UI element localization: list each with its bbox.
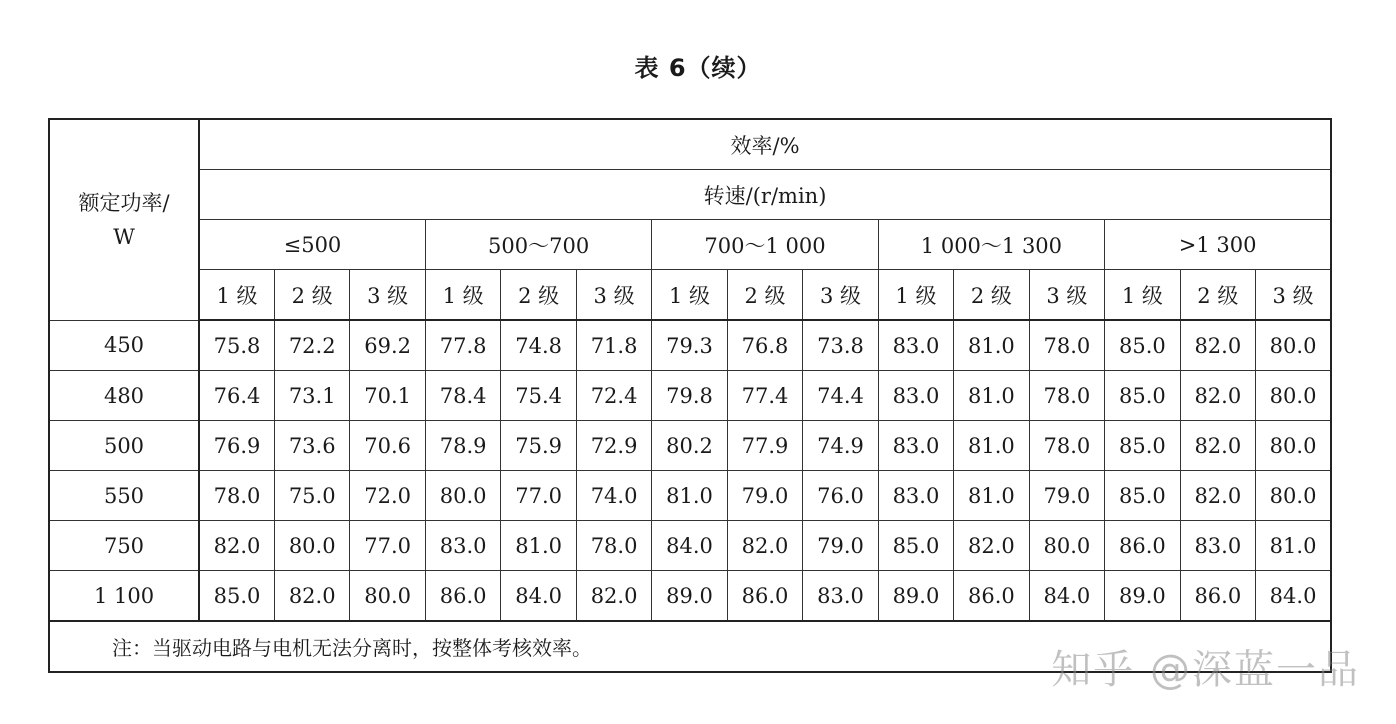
efficiency-cell: 81.0 [954, 320, 1029, 371]
grade-header: 3 级 [1256, 270, 1331, 321]
efficiency-cell: 74.4 [803, 371, 878, 421]
grade-header: 2 级 [727, 270, 802, 321]
watermark: 知乎 @深蓝一品 [1051, 647, 1360, 693]
table-note: 注：当驱动电路与电机无法分离时，按整体考核效率。 [49, 621, 1331, 672]
efficiency-cell: 81.0 [501, 521, 576, 571]
grade-header: 3 级 [1029, 270, 1104, 321]
efficiency-table [48, 118, 1332, 673]
rated-power-cell: 550 [49, 471, 199, 521]
grade-header: 3 级 [803, 270, 878, 321]
efficiency-cell: 72.0 [350, 471, 425, 521]
efficiency-cell: 82.0 [1180, 371, 1255, 421]
efficiency-cell: 86.0 [1180, 571, 1255, 622]
grade-header: 3 级 [350, 270, 425, 321]
table-caption: 表 6（续） [634, 54, 762, 82]
efficiency-cell: 89.0 [878, 571, 953, 622]
efficiency-cell: 89.0 [652, 571, 727, 622]
efficiency-cell: 80.0 [425, 471, 500, 521]
efficiency-cell: 85.0 [1105, 320, 1180, 371]
efficiency-cell: 82.0 [274, 571, 349, 622]
efficiency-cell: 78.0 [576, 521, 651, 571]
efficiency-cell: 82.0 [1180, 471, 1255, 521]
speed-range-header: 700～1 000 [652, 220, 878, 270]
efficiency-cell: 77.0 [501, 471, 576, 521]
efficiency-cell: 83.0 [878, 471, 953, 521]
efficiency-cell: 72.4 [576, 371, 651, 421]
speed-range-header: ≤500 [199, 220, 425, 270]
rated-power-cell: 500 [49, 421, 199, 471]
efficiency-cell: 78.0 [199, 471, 274, 521]
efficiency-cell: 77.4 [727, 371, 802, 421]
efficiency-cell: 83.0 [803, 571, 878, 622]
efficiency-cell: 72.9 [576, 421, 651, 471]
efficiency-cell: 80.0 [1256, 421, 1331, 471]
efficiency-cell: 84.0 [501, 571, 576, 622]
efficiency-cell: 72.2 [274, 320, 349, 371]
efficiency-cell: 77.9 [727, 421, 802, 471]
table-row [49, 471, 1331, 521]
efficiency-cell: 85.0 [199, 571, 274, 622]
efficiency-cell: 84.0 [1029, 571, 1104, 622]
efficiency-cell: 78.9 [425, 421, 500, 471]
efficiency-cell: 75.0 [274, 471, 349, 521]
efficiency-cell: 84.0 [1256, 571, 1331, 622]
speed-range-header: >1 300 [1105, 220, 1331, 270]
speed-header: 转速/(r/min) [199, 170, 1331, 220]
efficiency-cell: 85.0 [1105, 371, 1180, 421]
efficiency-cell: 84.0 [652, 521, 727, 571]
efficiency-cell: 80.0 [1256, 320, 1331, 371]
grade-header: 3 级 [576, 270, 651, 321]
grade-header: 2 级 [501, 270, 576, 321]
efficiency-cell: 85.0 [878, 521, 953, 571]
efficiency-cell: 76.4 [199, 371, 274, 421]
efficiency-cell: 76.0 [803, 471, 878, 521]
efficiency-cell: 83.0 [878, 320, 953, 371]
grade-header: 1 级 [1105, 270, 1180, 321]
efficiency-cell: 71.8 [576, 320, 651, 371]
efficiency-cell: 82.0 [576, 571, 651, 622]
efficiency-cell: 82.0 [954, 521, 1029, 571]
grade-header: 1 级 [878, 270, 953, 321]
efficiency-cell: 78.4 [425, 371, 500, 421]
efficiency-cell: 81.0 [954, 421, 1029, 471]
grade-header: 1 级 [199, 270, 274, 321]
efficiency-cell: 82.0 [1180, 421, 1255, 471]
rated-power-header [49, 119, 199, 320]
rated-power-unit: W [113, 224, 135, 249]
efficiency-cell: 80.0 [1029, 521, 1104, 571]
table-row [49, 371, 1331, 421]
efficiency-cell: 78.0 [1029, 421, 1104, 471]
efficiency-cell: 85.0 [1105, 471, 1180, 521]
speed-range-header: 500～700 [425, 220, 651, 270]
grade-header: 1 级 [425, 270, 500, 321]
efficiency-cell: 70.1 [350, 371, 425, 421]
speed-range-header: 1 000～1 300 [878, 220, 1104, 270]
efficiency-cell: 81.0 [652, 471, 727, 521]
efficiency-cell: 89.0 [1105, 571, 1180, 622]
rated-power-cell: 450 [49, 320, 199, 371]
efficiency-cell: 74.0 [576, 471, 651, 521]
efficiency-cell: 81.0 [954, 371, 1029, 421]
table-row [49, 521, 1331, 571]
efficiency-cell: 86.0 [727, 571, 802, 622]
grade-header: 2 级 [274, 270, 349, 321]
efficiency-cell: 76.9 [199, 421, 274, 471]
efficiency-cell: 79.0 [803, 521, 878, 571]
rated-power-cell: 750 [49, 521, 199, 571]
efficiency-cell: 75.4 [501, 371, 576, 421]
efficiency-cell: 86.0 [425, 571, 500, 622]
efficiency-cell: 85.0 [1105, 421, 1180, 471]
efficiency-cell: 79.8 [652, 371, 727, 421]
efficiency-cell: 73.1 [274, 371, 349, 421]
efficiency-cell: 74.8 [501, 320, 576, 371]
efficiency-cell: 80.0 [1256, 371, 1331, 421]
efficiency-header: 效率/% [199, 119, 1331, 170]
efficiency-cell: 82.0 [727, 521, 802, 571]
efficiency-cell: 77.8 [425, 320, 500, 371]
efficiency-cell: 74.9 [803, 421, 878, 471]
efficiency-cell: 80.0 [274, 521, 349, 571]
efficiency-cell: 81.0 [954, 471, 1029, 521]
efficiency-cell: 79.3 [652, 320, 727, 371]
table-row [49, 421, 1331, 471]
efficiency-cell: 82.0 [1180, 320, 1255, 371]
efficiency-cell: 83.0 [878, 421, 953, 471]
efficiency-cell: 73.6 [274, 421, 349, 471]
efficiency-cell: 86.0 [954, 571, 1029, 622]
efficiency-cell: 78.0 [1029, 371, 1104, 421]
rated-power-cell: 480 [49, 371, 199, 421]
efficiency-cell: 69.2 [350, 320, 425, 371]
efficiency-cell: 78.0 [1029, 320, 1104, 371]
grade-header: 2 级 [1180, 270, 1255, 321]
grade-header: 1 级 [652, 270, 727, 321]
efficiency-cell: 80.0 [1256, 471, 1331, 521]
efficiency-cell: 79.0 [727, 471, 802, 521]
efficiency-cell: 80.0 [350, 571, 425, 622]
efficiency-cell: 73.8 [803, 320, 878, 371]
rated-power-label: 额定功率/ [78, 190, 170, 215]
rated-power-cell: 1 100 [49, 571, 199, 622]
efficiency-cell: 75.9 [501, 421, 576, 471]
efficiency-cell: 83.0 [425, 521, 500, 571]
efficiency-cell: 77.0 [350, 521, 425, 571]
efficiency-cell: 76.8 [727, 320, 802, 371]
efficiency-cell: 83.0 [1180, 521, 1255, 571]
table-row [49, 571, 1331, 622]
efficiency-cell: 86.0 [1105, 521, 1180, 571]
table-row [49, 320, 1331, 371]
efficiency-cell: 81.0 [1256, 521, 1331, 571]
efficiency-cell: 79.0 [1029, 471, 1104, 521]
efficiency-cell: 75.8 [199, 320, 274, 371]
efficiency-cell: 80.2 [652, 421, 727, 471]
efficiency-cell: 83.0 [878, 371, 953, 421]
efficiency-cell: 82.0 [199, 521, 274, 571]
efficiency-cell: 70.6 [350, 421, 425, 471]
grade-header: 2 级 [954, 270, 1029, 321]
